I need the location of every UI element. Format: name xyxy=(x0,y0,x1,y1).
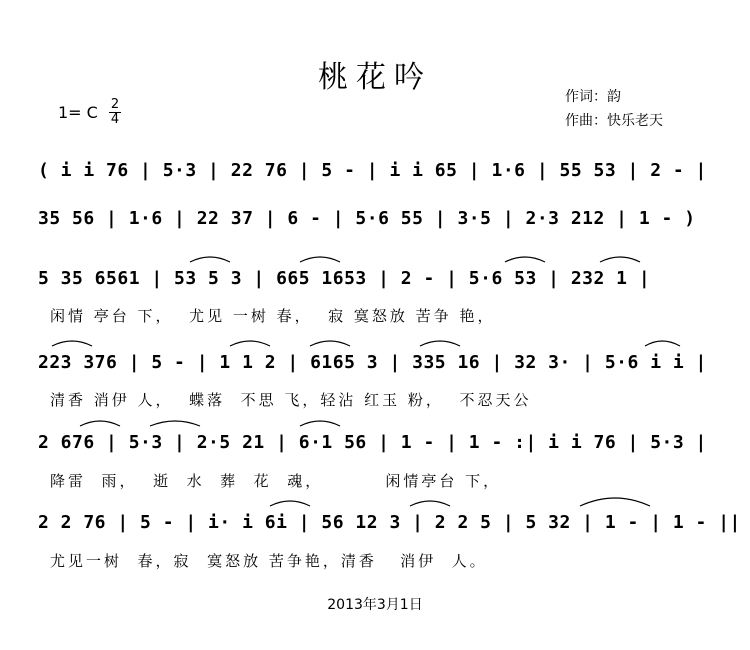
slur-arc xyxy=(270,501,310,506)
lyricist-credit: 作词：韵 xyxy=(565,89,621,105)
notation-line: 223 376 | 5 - | 1 1 2 | 6165 3 | 335 16 | 32 3· | 5·6 i i | xyxy=(38,352,707,373)
slur-arc xyxy=(420,341,460,346)
slur-arc xyxy=(310,341,350,346)
slur-arc xyxy=(600,257,640,262)
slur-arc xyxy=(300,421,340,426)
lyric-line: 闲情 亭台 下， 尤见 一树 春， 寂 寞怒放 苦争 艳， xyxy=(50,307,496,325)
meter-top: 2 xyxy=(110,97,120,112)
slur-arc xyxy=(580,498,650,506)
notation-line: ( i i 76 | 5·3 | 22 76 | 5 - | i i 65 | 1·6 | 55 53 | 2 - | xyxy=(38,160,707,181)
key-signature: 1= C xyxy=(58,103,98,122)
slur-arc xyxy=(230,341,270,346)
slur-arc xyxy=(150,421,200,426)
slur-arc xyxy=(410,501,450,506)
slur-arc xyxy=(300,257,340,262)
lyric-line: 尤见一树 春，寂 寞怒放 苦争艳，清香 消伊 人。 xyxy=(50,552,488,570)
slur-arc xyxy=(645,341,680,346)
notation-line: 5 35 6561 | 53 5 3 | 665 1653 | 2 - | 5·6 53 | 232 1 | xyxy=(38,268,651,289)
notation-line: 2 676 | 5·3 | 2·5 21 | 6·1 56 | 1 - | 1 - :| i i 76 | 5·3 | xyxy=(38,432,707,453)
notation-line: 2 2 76 | 5 - | i· i 6i | 56 12 3 | 2 2 5 | 5 32 | 1 - | 1 - || xyxy=(38,512,741,533)
song-title: 桃花吟 xyxy=(318,60,432,95)
notation-line: 35 56 | 1·6 | 22 37 | 6 - | 5·6 55 | 3·5 | 2·3 212 | 1 - ) xyxy=(38,208,696,229)
lyric-line: 清香 消伊 人， 蝶落 不思 飞，轻沾 红玉 粉， 不忍天公 xyxy=(50,391,532,409)
composer-credit: 作曲：快乐老天 xyxy=(565,113,663,129)
composition-date: 2013年3月1日 xyxy=(327,597,423,613)
slur-arc xyxy=(52,341,92,346)
lyric-line: 降雷 雨， 逝 水 葬 花 魂， 闲情亭台 下， xyxy=(50,472,502,490)
meter-bottom: 4 xyxy=(110,112,120,127)
slur-arc xyxy=(190,257,230,262)
slur-arc xyxy=(505,257,545,262)
slur-arc xyxy=(80,421,120,426)
